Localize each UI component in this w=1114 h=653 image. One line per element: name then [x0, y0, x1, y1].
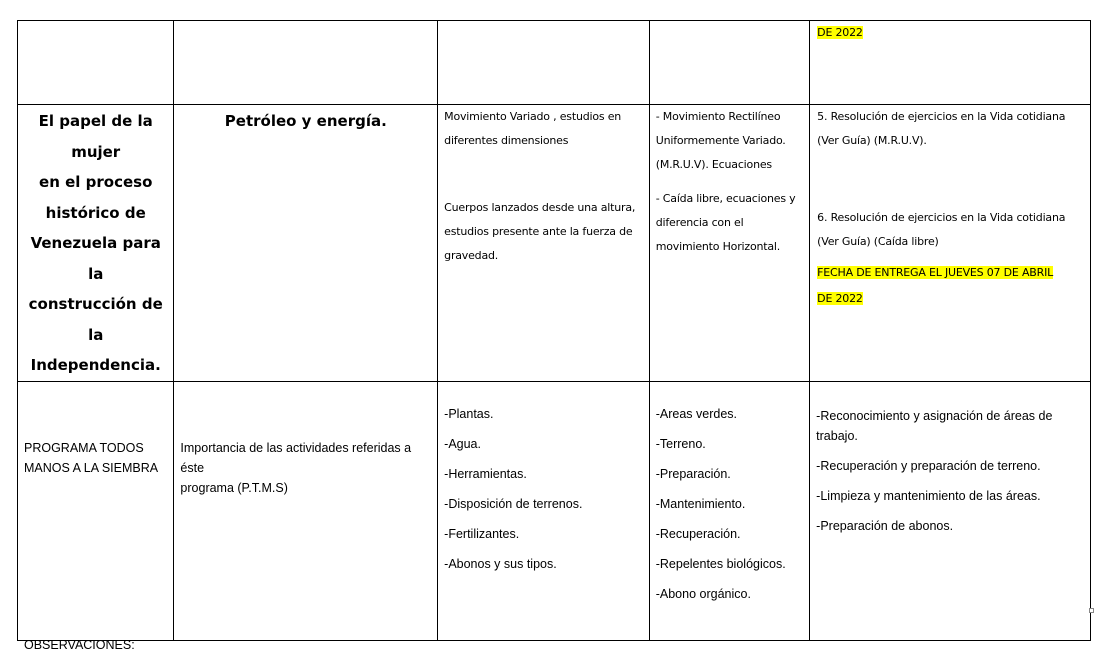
table-cell[interactable] [174, 105, 438, 382]
table-cell[interactable] [18, 105, 174, 382]
table-resize-handle[interactable] [1089, 608, 1094, 613]
text-line: - Movimiento Rectilíneo [655, 110, 781, 123]
text-line: gravedad. [444, 249, 499, 262]
activity-paragraph [817, 105, 1084, 153]
resources-list [438, 382, 649, 574]
list-item: -Recuperación y preparación de terreno. [816, 458, 1041, 473]
areas-list [650, 382, 809, 604]
list-item: -Agua. [444, 436, 481, 451]
table-row [18, 21, 1091, 105]
observations-label: OBSERVACIONES: [24, 638, 135, 652]
text-line: (Ver Guía) (Caída libre) [817, 235, 939, 248]
topic-title [18, 105, 173, 381]
table-cell[interactable] [649, 21, 809, 105]
table-cell[interactable] [810, 381, 1091, 640]
table-cell[interactable] [174, 21, 438, 105]
text-line: estudios presente ante la fuerza de [444, 225, 633, 238]
text-line: diferencia con el [655, 216, 744, 229]
list-item: -Abono orgánico. [655, 586, 751, 601]
topic-line: Independencia. [30, 356, 161, 374]
deadline-highlight-continued: DE 2022 [817, 26, 863, 39]
table-row [18, 105, 1091, 382]
topic-line: El papel de la mujer [38, 112, 153, 161]
list-item: -Reconocimiento y asignación de áreas de trabajo. [816, 408, 1053, 443]
activity-paragraph [817, 206, 1084, 254]
list-item: -Areas verdes. [655, 406, 738, 421]
list-item: -Disposición de terrenos. [444, 496, 583, 511]
activities-list [810, 382, 1090, 536]
highlight-line: DE 2022 [817, 292, 863, 305]
content-paragraph [656, 187, 803, 259]
text-line: MANOS A LA SIEMBRA [24, 460, 159, 475]
list-item: -Fertilizantes. [444, 526, 520, 541]
text-line: Importancia de las actividades referidas a éste [180, 440, 412, 475]
content-paragraph [656, 105, 803, 177]
list-item: -Terreno. [655, 436, 706, 451]
text-line: Movimiento Variado , estudios en [444, 110, 622, 123]
table-cell[interactable] [649, 381, 809, 640]
list-item: -Limpieza y mantenimiento de las áreas. [816, 488, 1041, 503]
program-description [174, 382, 437, 498]
text-line: Uniformemente Variado. [655, 134, 786, 147]
table-cell[interactable] [438, 105, 650, 382]
table-cell[interactable] [174, 381, 438, 640]
deadline-highlight [817, 260, 1084, 312]
list-item: -Abonos y sus tipos. [444, 556, 557, 571]
list-item: -Plantas. [444, 406, 494, 421]
text-line: (M.R.U.V). Ecuaciones [655, 158, 772, 171]
table-cell[interactable] [438, 21, 650, 105]
text-line: PROGRAMA TODOS [24, 440, 144, 455]
table-cell[interactable] [810, 21, 1091, 105]
list-item: -Mantenimiento. [655, 496, 746, 511]
topic-line: Venezuela para la [30, 234, 161, 283]
program-name [18, 382, 173, 478]
text-line: - Caída libre, ecuaciones y [655, 192, 796, 205]
list-item: -Recuperación. [655, 526, 741, 541]
subject-title: Petróleo y energía. [224, 112, 387, 130]
list-item: -Preparación. [655, 466, 731, 481]
content-paragraph [444, 196, 643, 268]
table-cell[interactable] [18, 381, 174, 640]
topic-line: histórico de [45, 203, 146, 222]
list-item: -Herramientas. [444, 466, 527, 481]
table-row [18, 381, 1091, 640]
text-line: Cuerpos lanzados desde una altura, [444, 201, 636, 214]
table-cell[interactable] [438, 381, 650, 640]
text-line: 5. Resolución de ejercicios en la Vida cotidiana [817, 110, 1066, 123]
schedule-table [17, 20, 1091, 641]
topic-line: en el proceso [39, 173, 153, 191]
topic-line: construcción de la [28, 295, 163, 344]
text-line: programa (P.T.M.S) [180, 480, 288, 495]
table-cell[interactable] [649, 105, 809, 382]
text-line: 6. Resolución de ejercicios en la Vida cotidiana [817, 211, 1066, 224]
table-cell[interactable] [18, 21, 174, 105]
table-cell[interactable] [810, 105, 1091, 382]
content-paragraph [444, 105, 643, 153]
text-line: diferentes dimensiones [444, 134, 569, 147]
text-line: (Ver Guía) (M.R.U.V). [817, 134, 927, 147]
list-item: -Repelentes biológicos. [655, 556, 786, 571]
highlight-line: FECHA DE ENTREGA EL JUEVES 07 DE ABRIL [817, 266, 1054, 279]
list-item: -Preparación de abonos. [816, 518, 954, 533]
text-line: movimiento Horizontal. [655, 240, 781, 253]
